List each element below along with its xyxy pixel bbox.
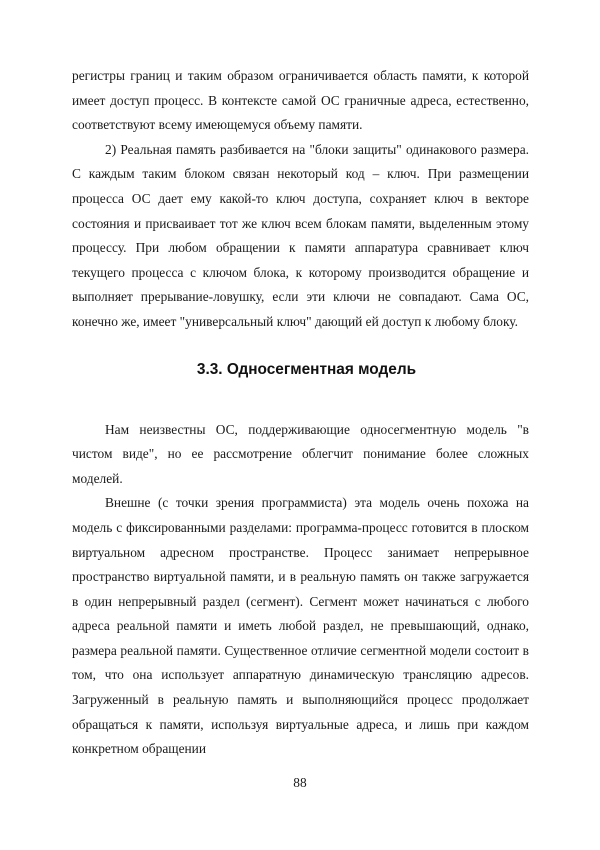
paragraph-single-segment-intro: Нам неизвестны ОС, поддерживающие односегментную модель "в чистом виде", но ее рассмотрение облегчит понимание более сложных моделей. [72, 421, 529, 486]
section-heading: 3.3. Односегментная модель [196, 360, 417, 378]
page-number: 88 [293, 775, 307, 790]
paragraph-continuation: регистры границ и таким образом ограничивается область памяти, к которой имеет доступ процесс. В контексте самой ОС граничные адреса, естественно, соответствуют всему имеющемуся объему памяти. [72, 68, 529, 133]
page-body [72, 64, 529, 762]
paragraph-single-segment-details: Внешне (с точки зрения программиста) эта модель очень похожа на модель с фиксированными разделами: программа-процесс готовится в плоском виртуальном адресном пространстве. Процесс занимает непрерывное пространство виртуальной памяти, и в реальную память он также загружается в один непрерывный раздел (сегмент). Сегмент может начинаться с любого адреса реальной памяти и иметь любой раздел, не превышающий, однако, размера реальной памяти. Существенное отличие сегментной модели состоит в том, что она использует аппаратную динамическую трансляцию адресов. Загруженный в реальную память и выполняющийся процесс продолжает обращаться к памяти, используя виртуальные адреса, и лишь при каждом конкретном обращении [72, 495, 529, 757]
paragraph-protection-blocks: 2) Реальная память разбивается на "блоки защиты" одинакового размера. С каждым таким блоком связан некоторый код – ключ. При размещении процесса ОС дает ему какой-то ключ доступа, сохраняет ключ в векторе состояния и присваивает тот же ключ всем блокам памяти, выделенным этому процессу. При любом обращении к памяти аппаратура сравнивает ключ текущего процесса с ключом блока, к которому производится обращение и выполняет прерывание-ловушку, если эти ключи не совпадают. Сама ОС, конечно же, имеет "универсальный ключ" дающий ей доступ к любому блоку. [72, 141, 529, 329]
